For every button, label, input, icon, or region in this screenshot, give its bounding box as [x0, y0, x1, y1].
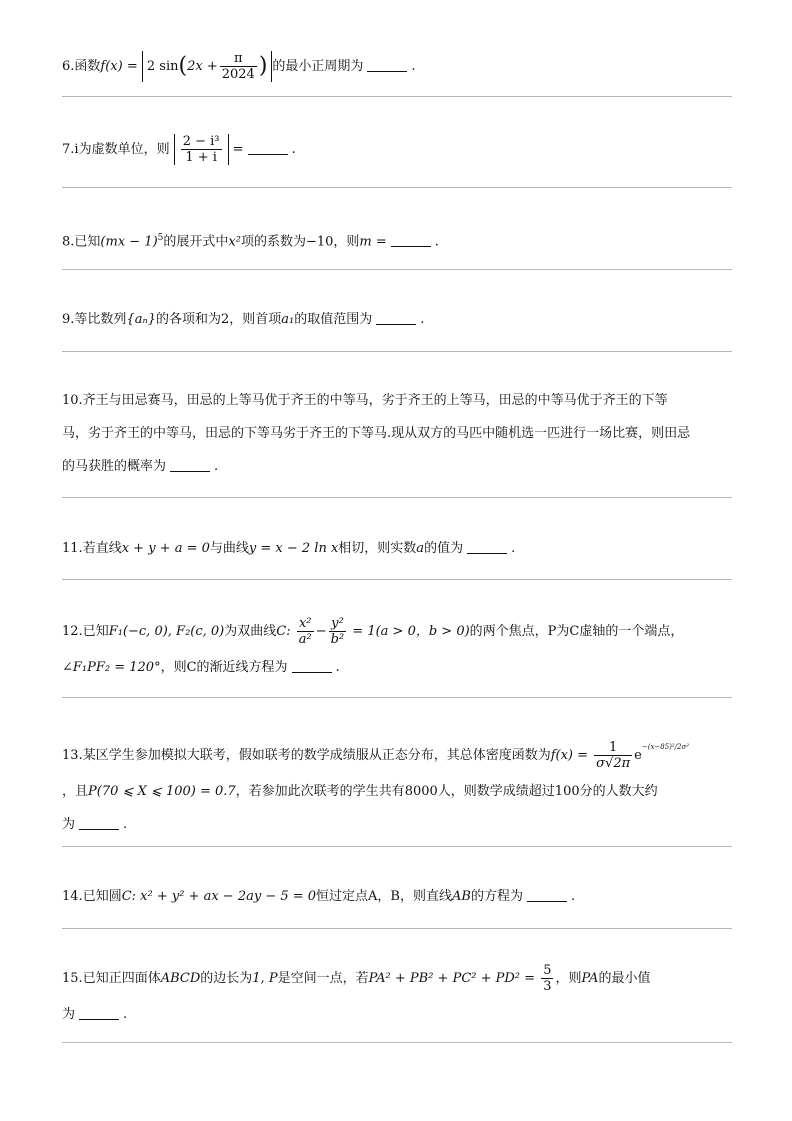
question-11 — [62, 532, 732, 565]
divider — [62, 846, 732, 847]
math-expr: a₁ — [281, 312, 295, 327]
fraction-numerator: y² — [329, 616, 347, 632]
divider — [62, 351, 732, 352]
math-expr: = — [232, 142, 244, 157]
question-text: 马，劣于齐王的中等马，田忌的下等马劣于齐王的下等马.现从双方的马匹中随机选一匹进行一场比赛，则田忌 — [62, 426, 691, 441]
answer-blank[interactable] — [376, 310, 416, 325]
question-text: 的展开式中 — [163, 234, 229, 250]
question-15 — [62, 960, 732, 1031]
question-text: 分的人数大约 — [579, 784, 658, 799]
punctuation: . — [434, 234, 439, 250]
math-expr: 8000 — [404, 784, 438, 799]
fraction-denominator: 3 — [543, 979, 552, 994]
answer-blank[interactable] — [391, 232, 431, 247]
fraction-denominator: 1 + i — [185, 150, 217, 165]
question-text: 的马获胜的概率为 — [62, 459, 167, 474]
answer-blank[interactable] — [292, 658, 332, 673]
math-expr: e — [634, 748, 642, 763]
math-expr: PA — [581, 971, 599, 986]
punctuation: . — [420, 312, 425, 327]
punctuation: . — [335, 660, 340, 675]
question-number: 7. — [62, 142, 75, 157]
question-number: 15. — [62, 971, 83, 986]
question-line — [62, 775, 732, 808]
question-line — [62, 998, 732, 1031]
question-text: 的方程为 — [470, 889, 523, 904]
abs-expr: 2 sin(2x + $\frac{\pi}{2024}$ ) — [142, 51, 273, 82]
fraction-denominator: a² — [298, 632, 312, 647]
question-text: ，若参加此次联考的学生共有 — [235, 784, 405, 799]
question-text: 是空间一点，若 — [277, 971, 369, 986]
divider — [62, 928, 732, 929]
question-line — [62, 728, 732, 775]
question-text: 的两个焦点，P为C虚轴的一个端点， — [469, 624, 684, 639]
question-text: ，则 — [333, 234, 360, 250]
question-text: 10.齐王与田忌赛马，田忌的上等马优于齐王的中等马，劣于齐王的上等马，田忌的中等马优于齐王的下等 — [62, 393, 668, 408]
answer-blank[interactable] — [467, 539, 507, 554]
question-number: 14. — [62, 889, 83, 904]
fraction — [329, 616, 347, 647]
math-expr: P(70 ⩽ X ⩽ 100) = 0.7 — [88, 784, 236, 799]
question-line — [62, 960, 732, 998]
math-expr: {aₙ} — [126, 312, 156, 327]
fraction-denominator: b² — [330, 632, 345, 647]
math-expr: f(x) = — [550, 748, 589, 763]
divider — [62, 96, 732, 97]
fraction-denominator: 2024 — [221, 67, 255, 82]
question-text: 函数 — [74, 59, 101, 74]
answer-blank[interactable] — [527, 887, 567, 902]
punctuation: . — [411, 59, 416, 74]
fraction — [541, 963, 553, 994]
question-10 — [62, 384, 732, 483]
question-number: 8. — [62, 234, 75, 250]
answer-blank[interactable] — [170, 457, 210, 472]
math-expr: C: — [276, 624, 291, 639]
divider — [62, 269, 732, 270]
divider — [62, 497, 732, 498]
math-expr: 2 sin — [146, 59, 179, 74]
question-text: 的值为 — [424, 541, 464, 556]
fraction — [220, 51, 257, 82]
fraction-numerator: 1 — [594, 740, 632, 756]
question-text: 已知 — [82, 624, 109, 639]
exponent: 5 — [157, 233, 164, 243]
fraction-numerator: 5 — [543, 963, 552, 978]
question-text: 为 — [62, 817, 76, 832]
question-text: 已知 — [74, 234, 101, 250]
question-text: 项的系数为 — [240, 234, 306, 250]
answer-blank[interactable] — [79, 1005, 119, 1020]
question-text: 某区学生参加模拟大联考，假如联考的数学成绩服从正态分布，其总体密度函数为 — [82, 748, 551, 763]
question-text: 的取值范围为 — [294, 312, 373, 327]
question-text: ，则首项 — [229, 312, 282, 327]
question-line — [62, 808, 732, 841]
question-text: 的最小值 — [598, 971, 651, 986]
question-text: 为 — [62, 1007, 76, 1022]
question-text: 相切，则实数 — [338, 541, 417, 556]
answer-blank[interactable] — [367, 57, 407, 72]
question-text: 恒过定点A，B，则直线 — [316, 889, 452, 904]
divider — [62, 697, 732, 698]
math-expr: m = — [359, 234, 387, 250]
answer-blank[interactable] — [248, 140, 288, 155]
math-expr: y = x − 2 ln x — [248, 541, 339, 556]
fraction-numerator: π — [220, 51, 257, 67]
math-expr: f(x) = — [100, 59, 138, 74]
math-expr: 2x + — [187, 59, 218, 74]
answer-blank[interactable] — [79, 815, 119, 830]
question-line — [62, 651, 732, 684]
question-number: 6. — [62, 59, 75, 74]
question-text: ，则 — [555, 971, 582, 986]
question-number: 12. — [62, 624, 83, 639]
math-expr: −10 — [305, 234, 334, 250]
divider — [62, 1042, 732, 1043]
question-text: ，则C的渐近线方程为 — [160, 660, 288, 675]
fraction — [594, 740, 632, 771]
punctuation: . — [123, 1007, 128, 1022]
math-expr: ABCD — [160, 971, 201, 986]
question-text: 已知圆 — [82, 889, 122, 904]
fraction-denominator: σ√2π — [596, 756, 631, 771]
fraction-numerator: 2 − i³ — [182, 134, 220, 149]
math-expr: x² — [228, 234, 241, 250]
exponent: −(x−85)²/2σ² — [641, 743, 690, 751]
math-expr: PA² + PB² + PC² + PD² = — [368, 971, 536, 986]
math-expr: F₁(−c, 0), F₂(c, 0) — [108, 624, 225, 639]
question-text: 与曲线 — [209, 541, 249, 556]
question-line — [62, 613, 732, 651]
question-7 — [62, 133, 732, 166]
question-text: 的最小正周期为 — [272, 59, 364, 74]
math-expr: (mx − 1) — [100, 234, 158, 250]
question-line — [62, 450, 732, 483]
question-text: 等比数列 — [74, 312, 127, 327]
question-14 — [62, 880, 732, 913]
question-6 — [62, 50, 732, 83]
punctuation: . — [511, 541, 516, 556]
fraction — [297, 616, 314, 647]
question-text: 已知正四面体 — [82, 971, 161, 986]
question-text: 若直线 — [82, 541, 122, 556]
fraction-numerator: x² — [297, 616, 314, 632]
question-8 — [62, 222, 732, 258]
punctuation: . — [123, 817, 128, 832]
question-text: 的各项和为 — [155, 312, 221, 327]
question-number: 13. — [62, 748, 83, 763]
math-expr: 100 — [554, 784, 580, 799]
question-13 — [62, 728, 732, 841]
math-expr: AB — [452, 889, 471, 904]
question-text: i为虚数单位，则 — [74, 142, 170, 157]
punctuation: . — [570, 889, 576, 904]
abs-expr — [174, 134, 229, 165]
math-expr: 1, P — [252, 971, 278, 986]
question-9 — [62, 303, 732, 336]
question-text: 为双曲线 — [224, 624, 277, 639]
question-12 — [62, 613, 732, 684]
punctuation: . — [291, 142, 296, 157]
question-text: ，且 — [62, 784, 89, 799]
math-expr: − — [315, 624, 327, 639]
math-expr: 2 — [221, 312, 230, 327]
math-expr: = 1(a > 0，b > 0) — [352, 624, 470, 639]
math-expr: a — [416, 541, 425, 556]
math-expr: C: x² + y² + ax − 2ay − 5 = 0 — [121, 889, 317, 904]
question-number: 11. — [62, 541, 83, 556]
question-text: 人，则数学成绩超过 — [437, 784, 555, 799]
question-text: 的边长为 — [200, 971, 253, 986]
divider — [62, 187, 732, 188]
punctuation: . — [214, 459, 219, 474]
question-number: 9. — [62, 312, 75, 327]
divider — [62, 579, 732, 580]
fraction — [181, 134, 222, 165]
math-expr: x + y + a = 0 — [121, 541, 210, 556]
math-expr: ∠F₁PF₂ = 120° — [62, 660, 161, 675]
